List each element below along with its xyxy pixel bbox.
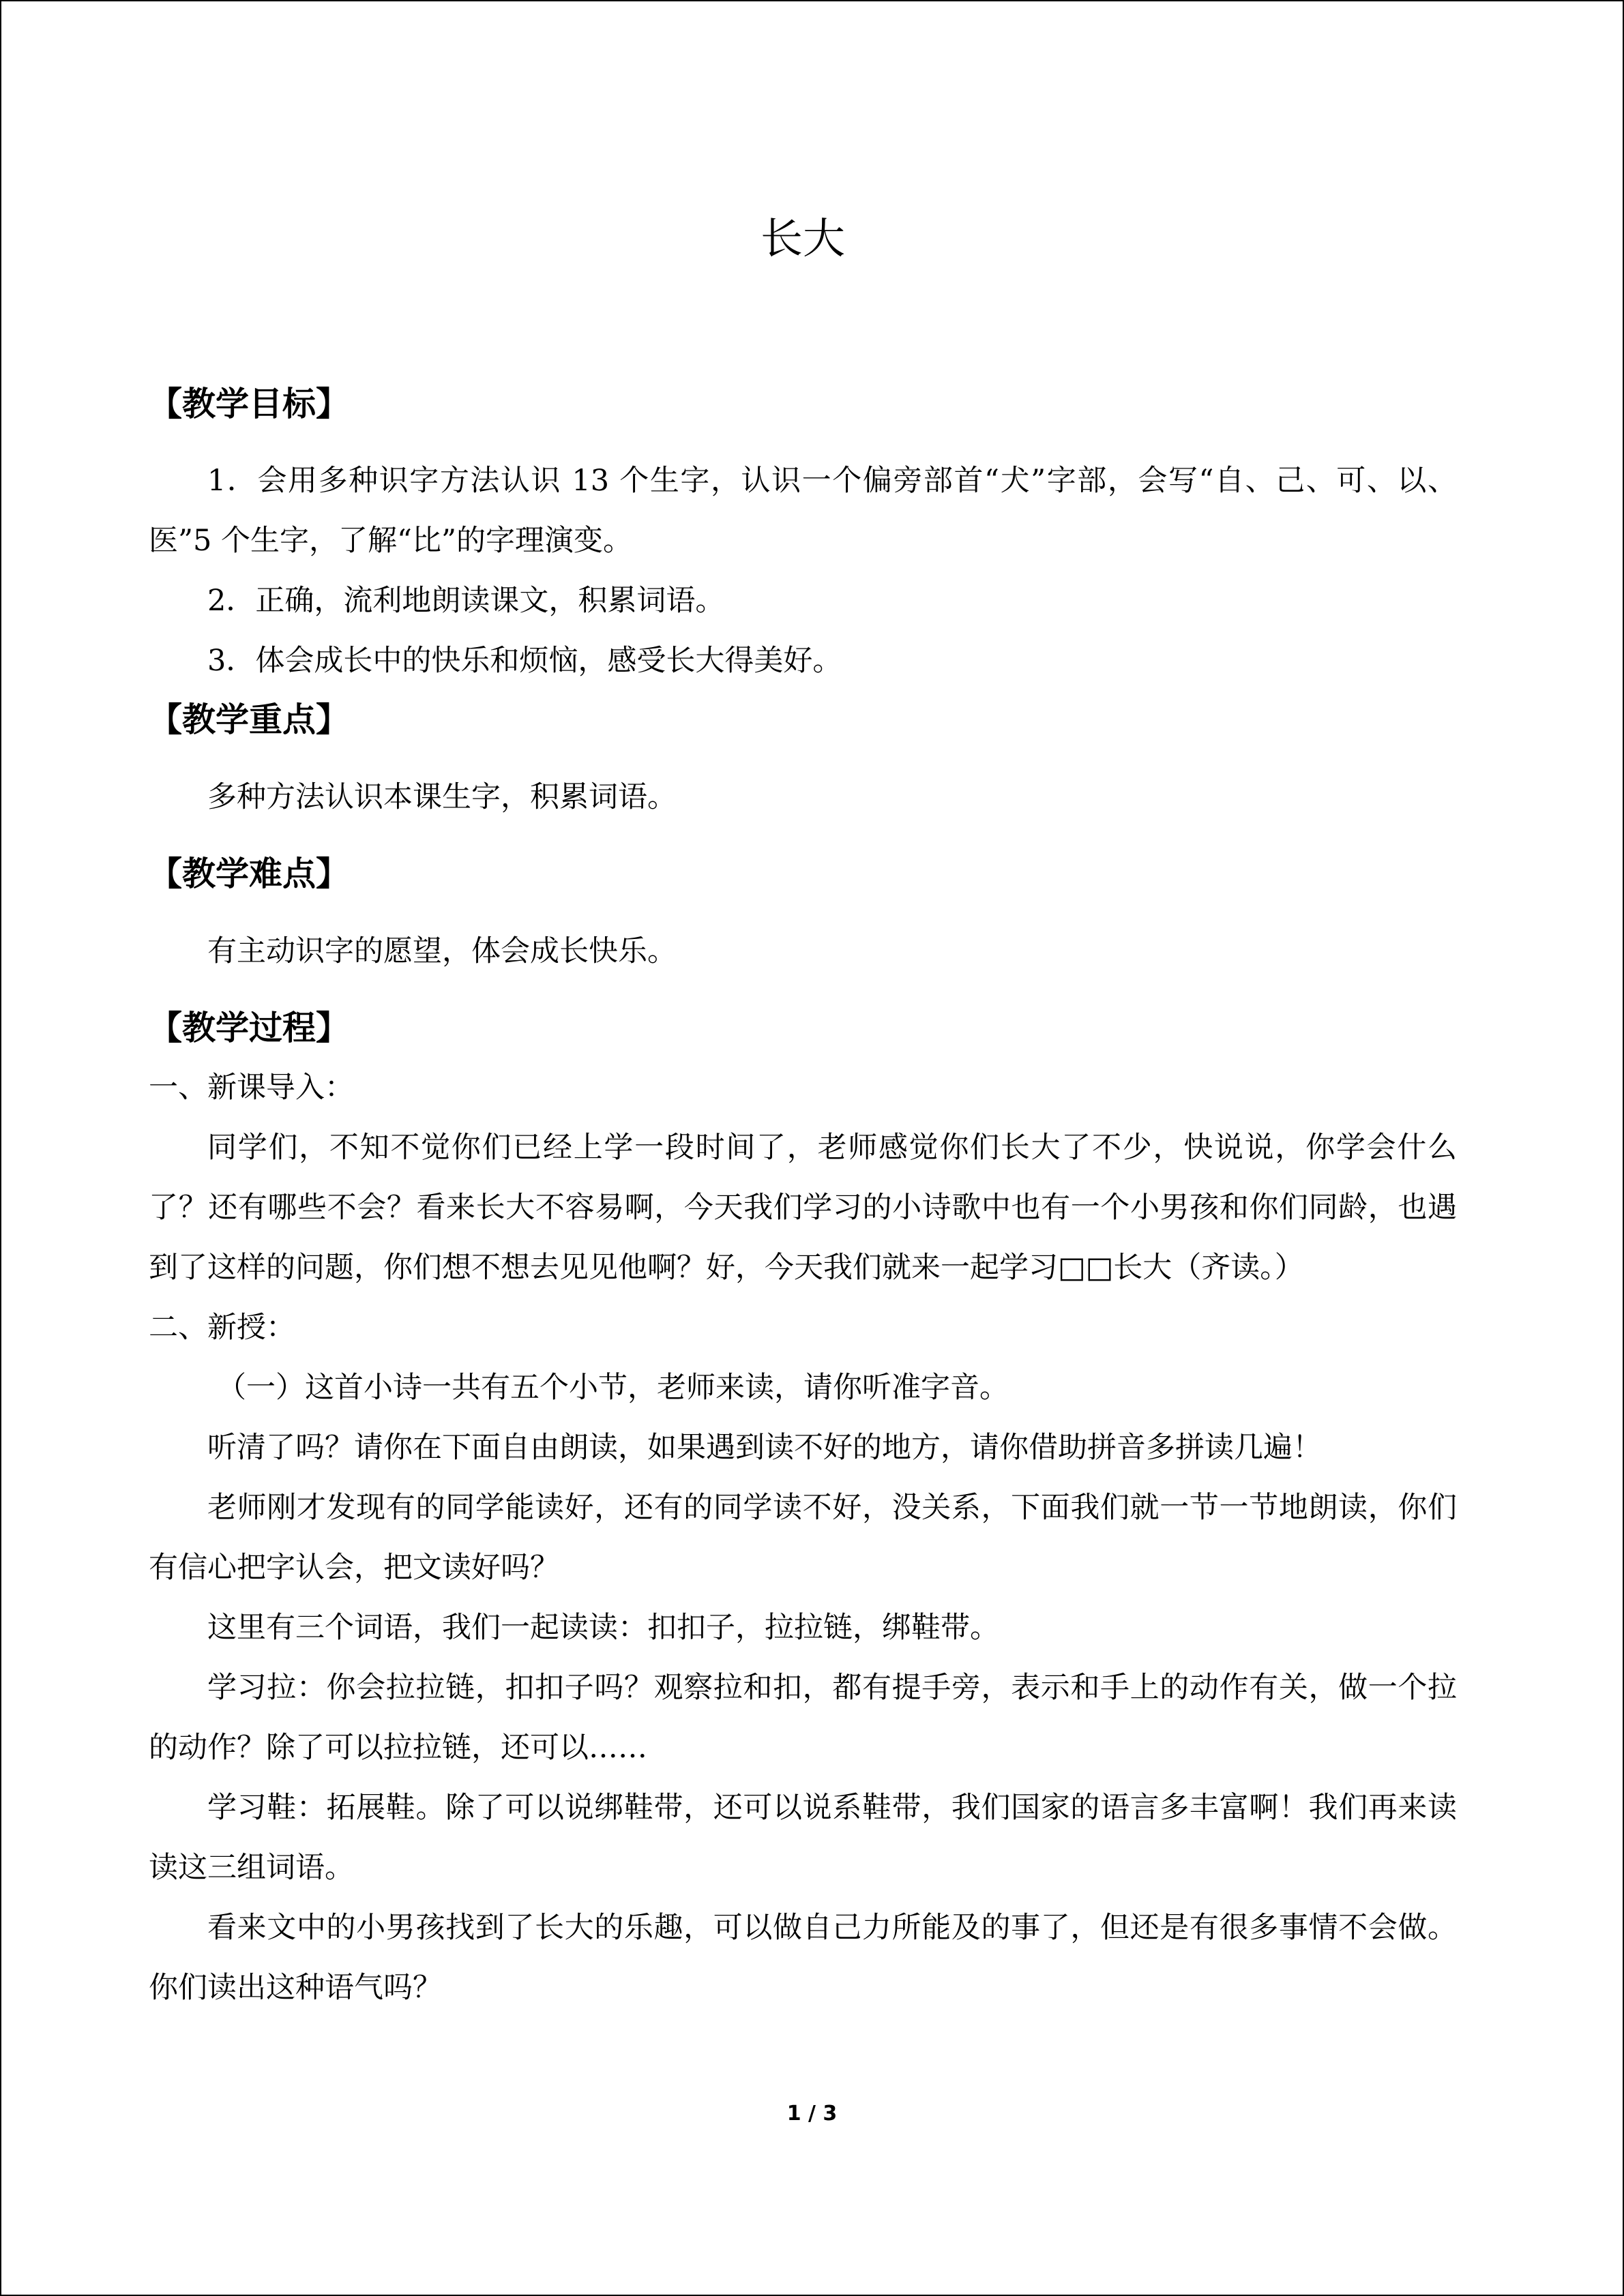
objectives-heading: 【教学目标】: [149, 385, 350, 423]
document-title: 长大: [760, 213, 845, 263]
part1-text: 同学们，不知不觉你们已经上学一段时间了，老师感觉你们长大了不少，快说说，你学会什么了？还有哪些不会？看来长大不容易啊，今天我们学习的小诗歌中也有一个小男孩和你们同龄，也遇到了这样的问题，你们想不想去见见他啊？好，今天我们就来一起学习□□长大（齐读。）: [149, 1131, 1457, 1285]
difficulties-text: 有主动识字的愿望，体会成长快乐。: [207, 934, 677, 968]
document-body: [149, 205, 1457, 2018]
difficulties-heading: 【教学难点】: [149, 854, 350, 893]
process-heading: 【教学过程】: [149, 1009, 350, 1047]
part2-paragraph: 学习鞋：拓展鞋。除了可以说绑鞋带，还可以说系鞋带，我们国家的语言多丰富啊！我们再来读读这三组词语。: [149, 1791, 1457, 1885]
objective-item-2: 2．正确，流利地朗读课文，积累词语。: [207, 584, 725, 618]
objective-item-1: 1．会用多种识字方法认识 13 个生字，认识一个偏旁部首“犬”字部，会写“自、己、可、以、医”5 个生字，了解“比”的字理演变。: [149, 464, 1457, 558]
part2-paragraph: （一）这首小诗一共有五个小节，老师来读，请你听准字音。: [217, 1371, 1009, 1405]
part2-paragraph: 老师刚才发现有的同学能读好，还有的同学读不好，没关系，下面我们就一节一节地朗读，你们有信心把字认会，把文读好吗？: [149, 1491, 1457, 1585]
objective-item-3: 3．体会成长中的快乐和烦恼，感受长大得美好。: [207, 644, 842, 678]
key-points-heading: 【教学重点】: [149, 700, 350, 739]
page-number: 1 / 3: [786, 2102, 838, 2126]
part1-heading: 一、新课导入：: [149, 1071, 354, 1105]
key-points-text: 多种方法认识本课生字，积累词语。: [207, 780, 677, 814]
part2-paragraph: 学习拉：你会拉拉链，扣扣子吗？观察拉和扣，都有提手旁，表示和手上的动作有关，做一个拉的动作？除了可以拉拉链，还可以……: [149, 1671, 1457, 1765]
part2-paragraph: 听清了吗？请你在下面自由朗读，如果遇到读不好的地方，请你借助拼音多拼读几遍！: [207, 1431, 1322, 1465]
part2-paragraph: 看来文中的小男孩找到了长大的乐趣，可以做自己力所能及的事了，但还是有很多事情不会做。你们读出这种语气吗？: [149, 1911, 1457, 2005]
part2-heading: 二、新授：: [149, 1311, 295, 1345]
part2-paragraph: 这里有三个词语，我们一起读读：扣扣子，拉拉链，绑鞋带。: [207, 1611, 999, 1645]
